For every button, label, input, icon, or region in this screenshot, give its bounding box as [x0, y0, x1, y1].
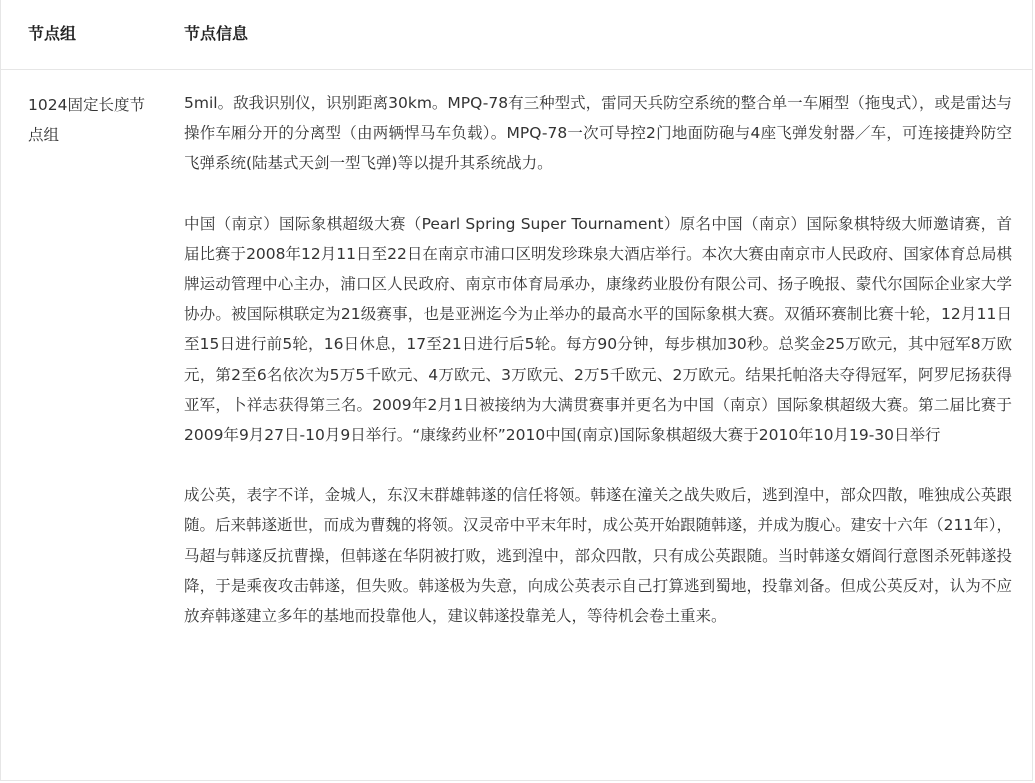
node-info-paragraph: 中国（南京）国际象棋超级大赛（Pearl Spring Super Tournament）原名中国（南京）国际象棋特级大师邀请赛，首届比赛于2008年12月11日至22日在南京市浦口区明发珍珠泉大酒店举行。本次大赛由南京市人民政府、国家体育总局棋牌运动管理中心主办，浦口区人民政府、南京市体育局承办，康缘药业股份有限公司、扬子晚报、蒙代尔国际企业家大学协办。被国际棋联定为21级赛事，也是亚洲迄今为止举办的最高水平的国际象棋大赛。双循环赛制比赛十轮，12月11日至15日进行前5轮，16日休息，17至21日进行后5轮。每方90分钟，每步棋加30秒。总奖金25万欧元，其中冠军8万欧元，第2至6名依次为5万5千欧元、4万欧元、3万欧元、2万5千欧元、2万欧元。结果托帕洛夫夺得冠军，阿罗尼扬获得亚军，卜祥志获得第三名。2009年2月1日被接纳为大满贯赛事并更名为中国（南京）国际象棋超级大赛。第二届比赛于2009年9月27日-10月9日举行。“康缘药业杯”2010中国(南京)国际象棋超级大赛于2010年10月19-30日举行 [184, 214, 1012, 445]
node-info-paragraph: 5mil。敌我识别仪，识别距离30km。MPQ-78有三种型式，雷同天兵防空系统的整合单一车厢型（拖曳式），或是雷达与操作车厢分开的分离型（由两辆悍马车负载）。MPQ-78一次可导控2门地面防砲与4座飞弹发射器／车，可连接捷羚防空飞弹系统(陆基式天剑一型飞弹)等以提升其系统战力。 [184, 94, 1012, 173]
node-info-cell [184, 88, 1012, 631]
column-header-node-group: 节点组 [28, 24, 77, 43]
node-group-cell: 1024固定长度节点组 [28, 96, 145, 144]
table-header-row [1, 0, 1032, 70]
node-info-paragraph: 成公英，表字不详，金城人，东汉末群雄韩遂的信任将领。韩遂在潼关之战失败后，逃到湟中，部众四散，唯独成公英跟随。后来韩遂逝世，而成为曹魏的将领。汉灵帝中平末年时，成公英开始跟随韩遂，并成为腹心。建安十六年（211年），马超与韩遂反抗曹操，但韩遂在华阴被打败，逃到湟中，部众四散，只有成公英跟随。当时韩遂女婿阎行意图杀死韩遂投降，于是乘夜攻击韩遂，但失败。韩遂极为失意，向成公英表示自己打算逃到蜀地，投靠刘备。但成公英反对，认为不应放弃韩遂建立多年的基地而投靠他人，建议韩遂投靠羌人，等待机会卷土重来。 [184, 486, 1012, 626]
column-header-node-info: 节点信息 [184, 24, 249, 43]
